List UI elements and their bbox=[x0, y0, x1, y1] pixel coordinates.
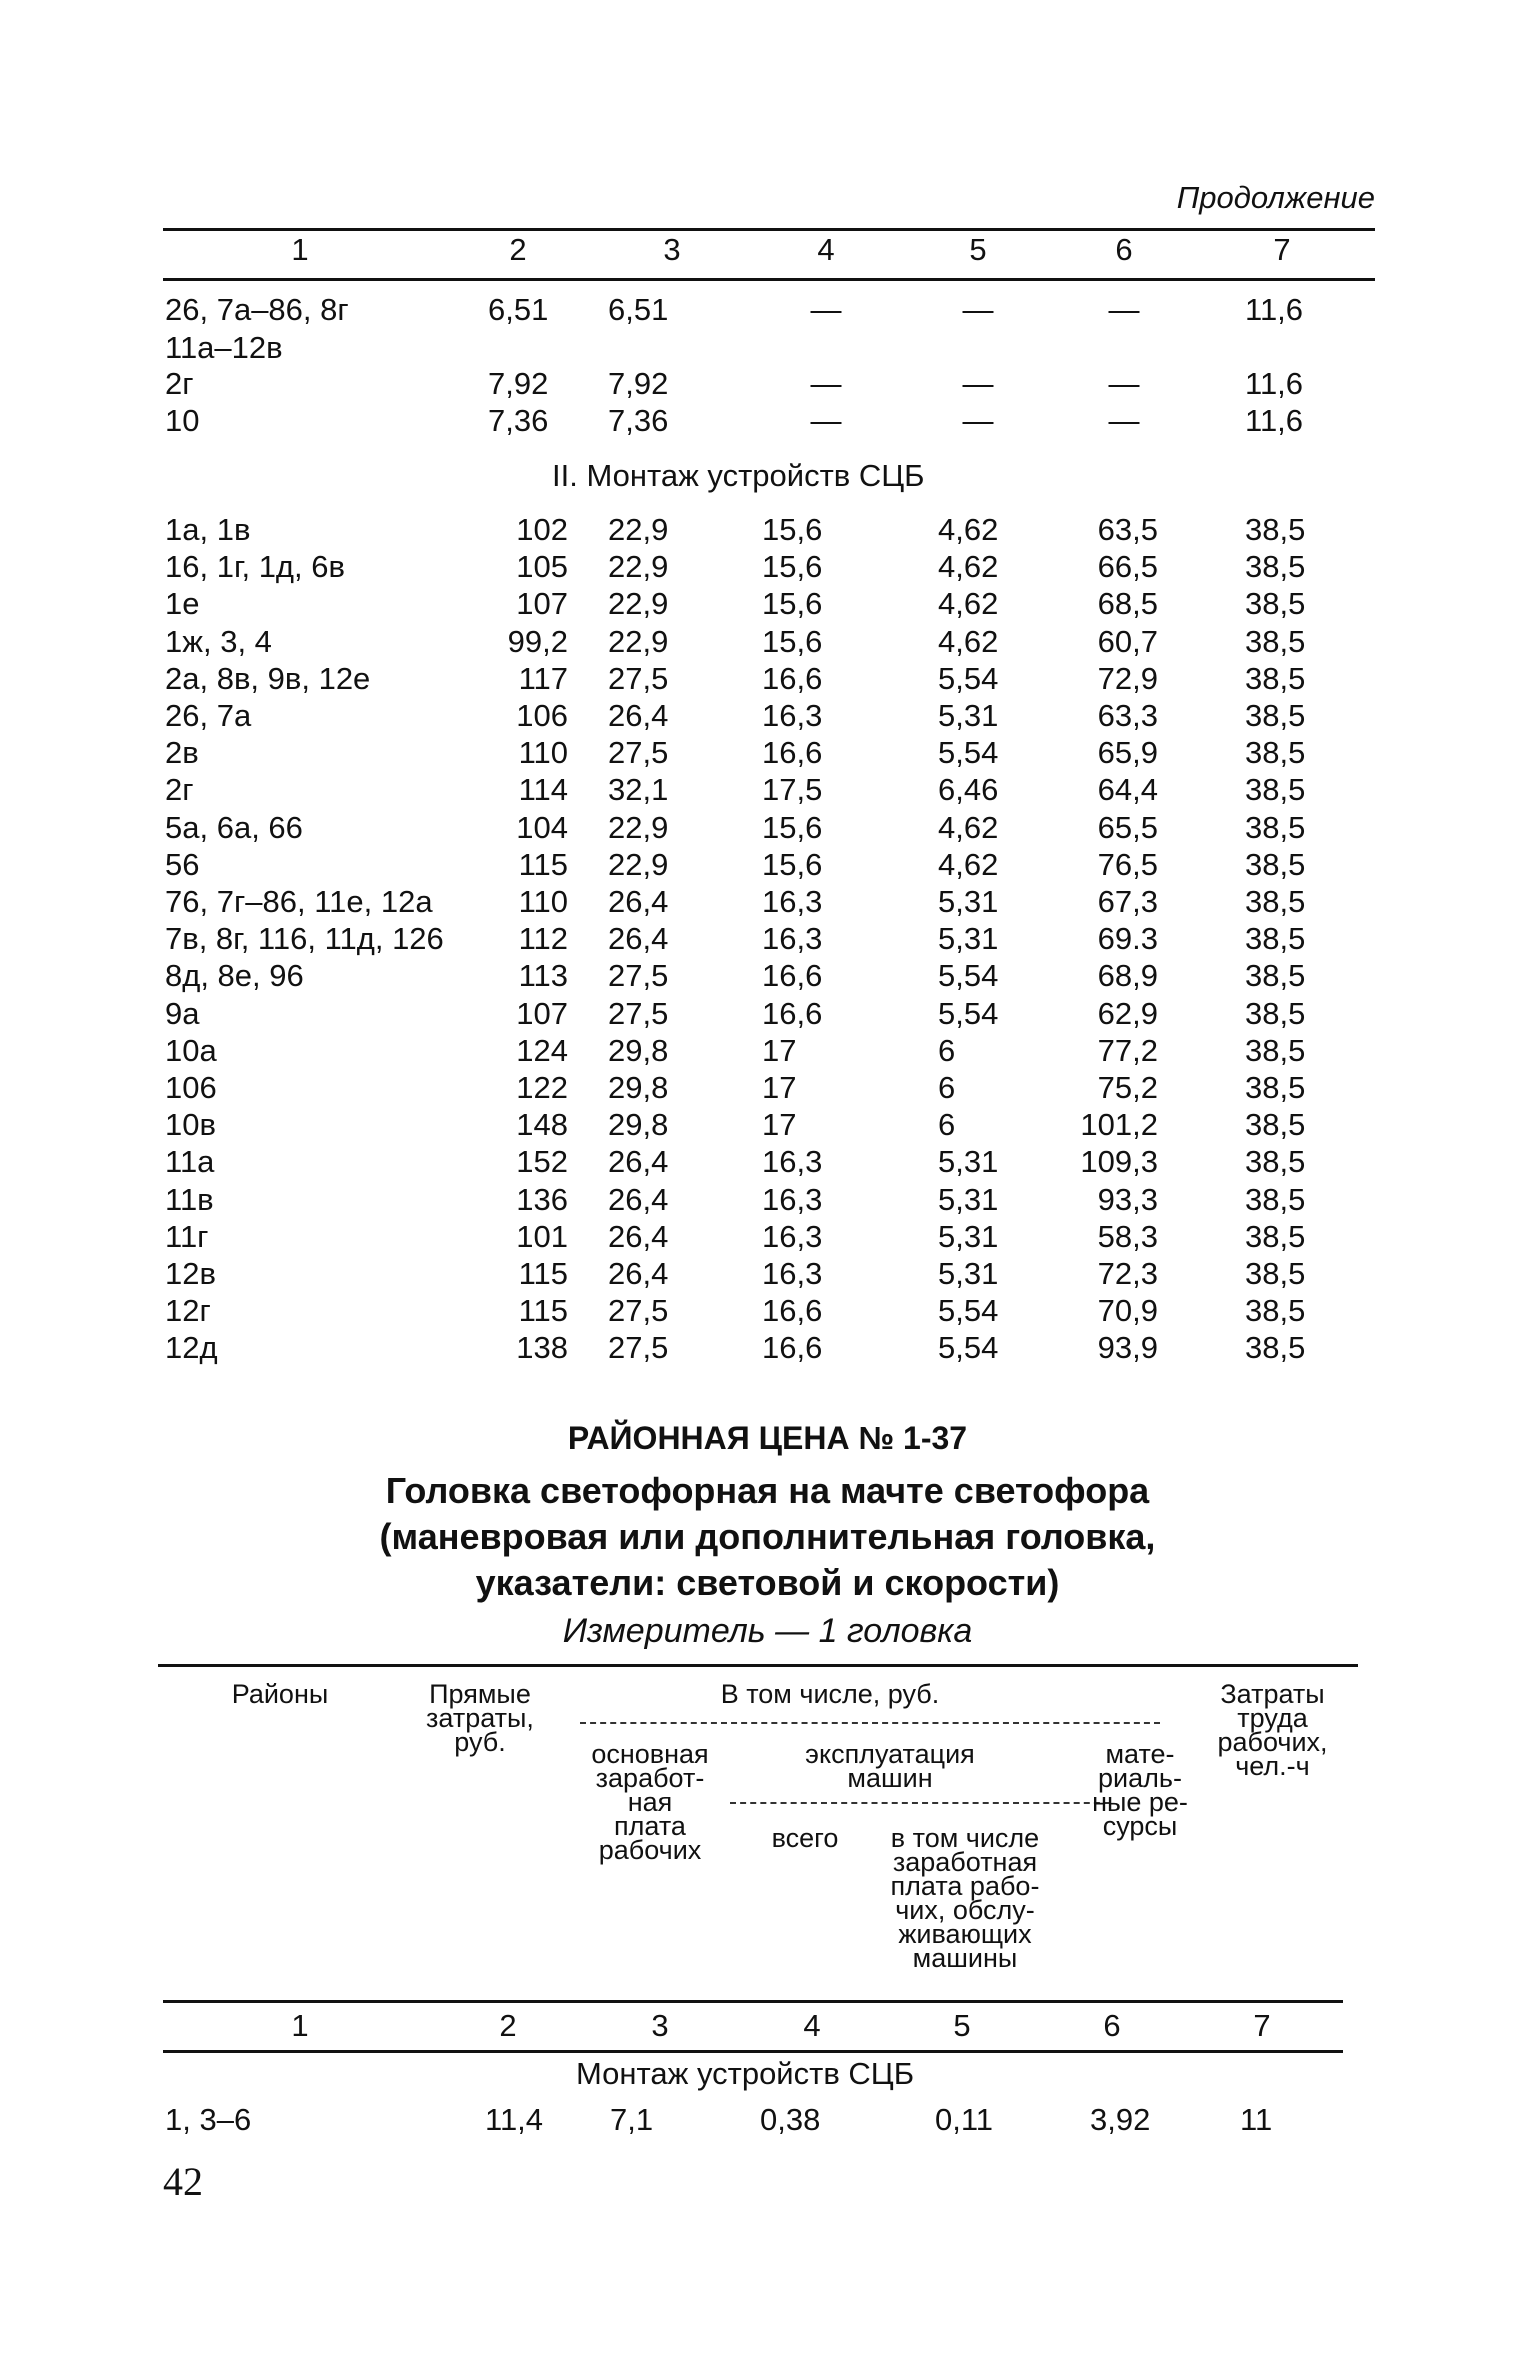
top-cell: 26,4 bbox=[608, 1144, 669, 1179]
top-cell: 16,6 bbox=[762, 996, 823, 1031]
top-cell: 32,1 bbox=[608, 772, 669, 807]
top-row-label: 2г bbox=[165, 366, 194, 401]
bottom-cell: 0,38 bbox=[760, 2102, 821, 2137]
top-col-number: 6 bbox=[1115, 232, 1133, 267]
top-cell: 110 bbox=[518, 735, 568, 770]
top-cell: 22,9 bbox=[608, 586, 669, 621]
bottom-cell: 11,4 bbox=[485, 2102, 544, 2137]
top-cell: 5,31 bbox=[938, 1182, 999, 1217]
header-total: всего bbox=[771, 1823, 839, 1853]
top-cell: 16,3 bbox=[762, 698, 823, 733]
top-row-label: 26, 7а–86, 8г bbox=[165, 292, 349, 327]
top-cell: 16,3 bbox=[762, 1219, 823, 1254]
top-cell: — bbox=[810, 366, 842, 401]
top-cell: 66,5 bbox=[1097, 549, 1158, 584]
top-cell: 26,4 bbox=[608, 1256, 669, 1291]
top-rule bbox=[163, 228, 1375, 231]
bottom-col-number: 7 bbox=[1253, 2008, 1271, 2043]
top-row-label: 56 bbox=[165, 847, 200, 882]
top-cell: 4,62 bbox=[938, 810, 999, 845]
top-cell: 29,8 bbox=[608, 1107, 669, 1142]
top-cell: 27,5 bbox=[608, 1293, 669, 1328]
bottom-col-number: 5 bbox=[953, 2008, 971, 2043]
top-cell: 17 bbox=[762, 1033, 797, 1068]
top-row-label: 12д bbox=[165, 1330, 218, 1365]
top-cell: — bbox=[1108, 292, 1140, 327]
top-cell: 38,5 bbox=[1245, 1070, 1306, 1105]
top-cell: 38,5 bbox=[1245, 884, 1306, 919]
top-row-label: 2г bbox=[165, 772, 194, 807]
top-row-label: 76, 7г–86, 11е, 12а bbox=[165, 884, 433, 919]
header-incl-salary-line: заработная bbox=[892, 1847, 1038, 1877]
header-materials bbox=[1075, 1739, 1205, 1841]
top-cell: 5,54 bbox=[938, 958, 999, 993]
header-labor bbox=[1195, 1679, 1350, 1781]
header-dash-machines bbox=[730, 1802, 1110, 1804]
top-cell: 101,2 bbox=[1080, 1107, 1158, 1142]
top-cell: — bbox=[810, 292, 842, 327]
header-incl-salary-line: в том числе bbox=[890, 1823, 1040, 1853]
bottom-col-number: 2 bbox=[499, 2008, 517, 2043]
top-row-label: 11а–12в bbox=[165, 330, 283, 365]
top-cell: 7,92 bbox=[488, 366, 549, 401]
top-colnum-rule bbox=[163, 278, 1375, 281]
header-incl-salary-line: чих, обслу- bbox=[895, 1895, 1035, 1925]
bottom-col-number: 6 bbox=[1103, 2008, 1121, 2043]
header-labor-line: Затраты bbox=[1220, 1679, 1325, 1709]
top-cell: 16,3 bbox=[762, 1144, 823, 1179]
top-cell: 5,31 bbox=[938, 1256, 999, 1291]
top-cell: 5,31 bbox=[938, 921, 999, 956]
top-cell: 38,5 bbox=[1245, 512, 1306, 547]
top-cell: 27,5 bbox=[608, 1330, 669, 1365]
top-cell: 11,6 bbox=[1245, 366, 1304, 401]
top-cell: 38,5 bbox=[1245, 810, 1306, 845]
header-labor-line: рабочих, bbox=[1217, 1727, 1328, 1757]
top-cell: 17 bbox=[762, 1107, 797, 1142]
top-row-label: 1ж, 3, 4 bbox=[165, 624, 272, 659]
page-number: 42 bbox=[163, 2159, 203, 2204]
top-cell: 70,9 bbox=[1097, 1293, 1158, 1328]
top-cell: 5,54 bbox=[938, 1293, 999, 1328]
top-cell: 63,3 bbox=[1097, 698, 1158, 733]
bottom-colnum-rule bbox=[163, 2050, 1343, 2053]
top-cell: 6 bbox=[938, 1033, 956, 1068]
price-title-line-1: Головка светофорная на мачте светофора bbox=[385, 1470, 1150, 1511]
top-col-number: 3 bbox=[663, 232, 681, 267]
top-cell: 16,3 bbox=[762, 1256, 823, 1291]
top-cell: 38,5 bbox=[1245, 1107, 1306, 1142]
top-cell: 7,92 bbox=[608, 366, 669, 401]
header-materials-line: ные ре- bbox=[1092, 1787, 1188, 1817]
header-machine-operation-line: эксплуатация bbox=[805, 1739, 975, 1769]
top-cell: 62,9 bbox=[1097, 996, 1158, 1031]
header-incl-salary-line: машины bbox=[912, 1943, 1018, 1973]
top-cell: 68,5 bbox=[1097, 586, 1158, 621]
top-cell: 38,5 bbox=[1245, 1330, 1306, 1365]
top-cell: 6,46 bbox=[938, 772, 999, 807]
top-cell: 16,6 bbox=[762, 1293, 823, 1328]
top-row-label: 16, 1г, 1д, 6в bbox=[165, 549, 345, 584]
top-cell: 4,62 bbox=[938, 549, 999, 584]
price-title-line-2: (маневровая или дополнительная головка, bbox=[379, 1516, 1156, 1557]
bottom-col-number: 1 bbox=[291, 2008, 309, 2043]
header-labor-line: труда bbox=[1237, 1703, 1308, 1733]
header-incl-salary bbox=[870, 1823, 1060, 1973]
top-cell: 27,5 bbox=[608, 996, 669, 1031]
top-cell: 38,5 bbox=[1245, 661, 1306, 696]
price-heading: РАЙОННАЯ ЦЕНА № 1-37 bbox=[567, 1420, 968, 1456]
top-cell: 38,5 bbox=[1245, 624, 1306, 659]
top-cell: 15,6 bbox=[762, 847, 823, 882]
top-col-number: 7 bbox=[1273, 232, 1291, 267]
top-row-label: 10в bbox=[165, 1107, 216, 1142]
bottom-header-rule bbox=[163, 2000, 1343, 2003]
top-cell: 38,5 bbox=[1245, 1182, 1306, 1217]
top-cell: 29,8 bbox=[608, 1070, 669, 1105]
top-cell: 65,9 bbox=[1097, 735, 1158, 770]
bottom-cell: 11 bbox=[1240, 2102, 1273, 2137]
top-cell: 38,5 bbox=[1245, 1219, 1306, 1254]
top-cell: 102 bbox=[516, 512, 568, 547]
top-cell: 4,62 bbox=[938, 624, 999, 659]
top-row-label: 26, 7а bbox=[165, 698, 252, 733]
top-cell: 69.3 bbox=[1097, 921, 1158, 956]
header-including: В том числе, руб. bbox=[720, 1679, 940, 1709]
top-cell: 115 bbox=[518, 1256, 568, 1291]
top-cell: 5,54 bbox=[938, 735, 999, 770]
header-materials-line: сурсы bbox=[1102, 1811, 1178, 1841]
top-cell: 22,9 bbox=[608, 549, 669, 584]
top-cell: 38,5 bbox=[1245, 958, 1306, 993]
top-cell: 113 bbox=[518, 958, 568, 993]
top-row-label: 12в bbox=[165, 1256, 216, 1291]
top-cell: 7,36 bbox=[608, 403, 669, 438]
top-cell: 138 bbox=[516, 1330, 568, 1365]
top-section-title: II. Монтаж устройств СЦБ bbox=[552, 458, 925, 493]
top-row-label: 12г bbox=[165, 1293, 211, 1328]
top-cell: 114 bbox=[518, 772, 568, 807]
top-row-label: 11г bbox=[165, 1219, 209, 1254]
top-cell: 109,3 bbox=[1080, 1144, 1158, 1179]
top-col-number: 4 bbox=[817, 232, 835, 267]
top-cell: 77,2 bbox=[1097, 1033, 1158, 1068]
top-cell: 16,3 bbox=[762, 921, 823, 956]
top-cell: 38,5 bbox=[1245, 1033, 1306, 1068]
top-cell: 124 bbox=[516, 1033, 568, 1068]
top-cell: 15,6 bbox=[762, 624, 823, 659]
top-cell: 115 bbox=[518, 1293, 568, 1328]
header-machine-operation-line: машин bbox=[847, 1763, 933, 1793]
top-row-label: 2а, 8в, 9в, 12е bbox=[165, 661, 371, 696]
top-row-label: 1е bbox=[165, 586, 200, 621]
bottom-top-rule bbox=[158, 1664, 1358, 1667]
bottom-section-title: Монтаж устройств СЦБ bbox=[576, 2056, 915, 2091]
top-cell: 11,6 bbox=[1245, 292, 1304, 327]
top-cell: 5,54 bbox=[938, 996, 999, 1031]
top-cell: 38,5 bbox=[1245, 586, 1306, 621]
top-cell: 5,31 bbox=[938, 884, 999, 919]
top-cell: 67,3 bbox=[1097, 884, 1158, 919]
header-machine-operation bbox=[760, 1739, 1020, 1793]
top-col-number: 1 bbox=[291, 232, 309, 267]
top-cell: 104 bbox=[516, 810, 568, 845]
top-cell: 4,62 bbox=[938, 512, 999, 547]
header-base-salary-line: основная bbox=[591, 1739, 709, 1769]
top-row-label: 11а bbox=[165, 1144, 215, 1179]
price-title-line-3: указатели: световой и скорости) bbox=[475, 1562, 1060, 1603]
top-row-label: 8д, 8е, 96 bbox=[165, 958, 304, 993]
top-cell: 22,9 bbox=[608, 810, 669, 845]
header-labor-line: чел.-ч bbox=[1235, 1751, 1310, 1781]
top-cell: 11,6 bbox=[1245, 403, 1304, 438]
top-cell: — bbox=[1108, 366, 1140, 401]
top-cell: 38,5 bbox=[1245, 847, 1306, 882]
header-direct-costs-line: руб. bbox=[454, 1727, 506, 1757]
top-cell: 27,5 bbox=[608, 735, 669, 770]
top-cell: 68,9 bbox=[1097, 958, 1158, 993]
bottom-col-number: 4 bbox=[803, 2008, 821, 2043]
top-cell: 4,62 bbox=[938, 586, 999, 621]
top-cell: 6 bbox=[938, 1070, 956, 1105]
top-cell: 15,6 bbox=[762, 586, 823, 621]
top-cell: 110 bbox=[518, 884, 568, 919]
top-cell: 122 bbox=[516, 1070, 568, 1105]
header-base-salary bbox=[570, 1739, 730, 1865]
top-cell: 15,6 bbox=[762, 512, 823, 547]
top-cell: 16,3 bbox=[762, 884, 823, 919]
top-cell: 16,6 bbox=[762, 1330, 823, 1365]
top-row-label: 9а bbox=[165, 996, 200, 1031]
top-cell: 65,5 bbox=[1097, 810, 1158, 845]
top-cell: 93,3 bbox=[1097, 1182, 1158, 1217]
top-cell: 5,54 bbox=[938, 661, 999, 696]
top-cell: 38,5 bbox=[1245, 996, 1306, 1031]
top-row-label: 106 bbox=[165, 1070, 217, 1105]
top-cell: 22,9 bbox=[608, 512, 669, 547]
top-cell: 22,9 bbox=[608, 847, 669, 882]
top-cell: 75,2 bbox=[1097, 1070, 1158, 1105]
header-materials-line: мате- bbox=[1105, 1739, 1175, 1769]
header-direct-costs-line: затраты, bbox=[426, 1703, 534, 1733]
header-incl-salary-line: плата рабо- bbox=[890, 1871, 1040, 1901]
top-row-label: 11в bbox=[165, 1182, 214, 1217]
top-row-label: 2в bbox=[165, 735, 199, 770]
top-cell: 16,6 bbox=[762, 958, 823, 993]
header-base-salary-line: ная bbox=[627, 1787, 673, 1817]
top-cell: 117 bbox=[518, 661, 568, 696]
top-cell: 38,5 bbox=[1245, 549, 1306, 584]
top-cell: 27,5 bbox=[608, 661, 669, 696]
top-cell: 6,51 bbox=[488, 292, 549, 327]
top-cell: — bbox=[962, 366, 994, 401]
top-cell: 38,5 bbox=[1245, 1256, 1306, 1291]
top-cell: 16,6 bbox=[762, 661, 823, 696]
bottom-cell: 0,11 bbox=[935, 2102, 994, 2137]
top-cell: 6,51 bbox=[608, 292, 669, 327]
top-cell: 105 bbox=[516, 549, 568, 584]
bottom-cell: 3,92 bbox=[1090, 2102, 1151, 2137]
top-cell: 22,9 bbox=[608, 624, 669, 659]
top-cell: 112 bbox=[518, 921, 568, 956]
measure-unit: Измеритель — 1 головка bbox=[562, 1612, 973, 1650]
top-cell: 17,5 bbox=[762, 772, 823, 807]
top-cell: 38,5 bbox=[1245, 735, 1306, 770]
top-cell: 16,3 bbox=[762, 1182, 823, 1217]
top-cell: 136 bbox=[516, 1182, 568, 1217]
header-direct-costs-line: Прямые bbox=[429, 1679, 531, 1709]
top-cell: 26,4 bbox=[608, 921, 669, 956]
top-cell: 107 bbox=[516, 586, 568, 621]
top-cell: 5,31 bbox=[938, 1219, 999, 1254]
top-cell: 72,3 bbox=[1097, 1256, 1158, 1291]
top-cell: — bbox=[962, 292, 994, 327]
header-base-salary-line: рабочих bbox=[598, 1835, 702, 1865]
top-cell: 63,5 bbox=[1097, 512, 1158, 547]
top-row-label: 10а bbox=[165, 1033, 217, 1068]
header-materials-line: риаль- bbox=[1098, 1763, 1182, 1793]
top-cell: — bbox=[962, 403, 994, 438]
top-col-number: 5 bbox=[969, 232, 987, 267]
header-regions: Районы bbox=[231, 1679, 329, 1709]
top-cell: 38,5 bbox=[1245, 1144, 1306, 1179]
top-cell: — bbox=[1108, 403, 1140, 438]
top-cell: 107 bbox=[516, 996, 568, 1031]
top-row-label: 10 bbox=[165, 403, 200, 438]
top-cell: 101 bbox=[516, 1219, 568, 1254]
top-cell: 26,4 bbox=[608, 1182, 669, 1217]
top-cell: 38,5 bbox=[1245, 921, 1306, 956]
top-cell: 64,4 bbox=[1097, 772, 1158, 807]
top-cell: 27,5 bbox=[608, 958, 669, 993]
top-cell: 26,4 bbox=[608, 1219, 669, 1254]
top-cell: 60,7 bbox=[1097, 624, 1158, 659]
top-cell: 106 bbox=[516, 698, 568, 733]
top-cell: 17 bbox=[762, 1070, 797, 1105]
top-cell: 38,5 bbox=[1245, 772, 1306, 807]
top-cell: 38,5 bbox=[1245, 1293, 1306, 1328]
top-cell: 148 bbox=[516, 1107, 568, 1142]
top-cell: 93,9 bbox=[1097, 1330, 1158, 1365]
top-cell: 38,5 bbox=[1245, 698, 1306, 733]
top-cell: 29,8 bbox=[608, 1033, 669, 1068]
top-cell: 15,6 bbox=[762, 810, 823, 845]
top-cell: 7,36 bbox=[488, 403, 549, 438]
bottom-row-label: 1, 3–6 bbox=[165, 2102, 252, 2137]
top-cell: 26,4 bbox=[608, 698, 669, 733]
bottom-cell: 7,1 bbox=[610, 2102, 654, 2137]
top-row-label: 1а, 1в bbox=[165, 512, 251, 547]
top-cell: 99,2 bbox=[507, 624, 568, 659]
top-row-label: 7в, 8г, 116, 11д, 126 bbox=[165, 921, 444, 956]
top-col-number: 2 bbox=[509, 232, 527, 267]
top-cell: 115 bbox=[518, 847, 568, 882]
top-cell: 76,5 bbox=[1097, 847, 1158, 882]
top-cell: 4,62 bbox=[938, 847, 999, 882]
top-cell: 5,31 bbox=[938, 698, 999, 733]
top-row-label: 5а, 6а, 66 bbox=[165, 810, 303, 845]
continuation-label: Продолжение bbox=[1176, 180, 1375, 215]
top-cell: 152 bbox=[516, 1144, 568, 1179]
header-incl-salary-line: живающих bbox=[898, 1919, 1032, 1949]
top-cell: — bbox=[810, 403, 842, 438]
top-cell: 16,6 bbox=[762, 735, 823, 770]
bottom-col-number: 3 bbox=[651, 2008, 669, 2043]
header-base-salary-line: заработ- bbox=[595, 1763, 705, 1793]
top-cell: 6 bbox=[938, 1107, 956, 1142]
header-base-salary-line: плата bbox=[614, 1811, 686, 1841]
top-cell: 26,4 bbox=[608, 884, 669, 919]
top-cell: 15,6 bbox=[762, 549, 823, 584]
top-cell: 72,9 bbox=[1097, 661, 1158, 696]
top-cell: 5,54 bbox=[938, 1330, 999, 1365]
top-cell: 58,3 bbox=[1097, 1219, 1158, 1254]
top-cell: 5,31 bbox=[938, 1144, 999, 1179]
header-dash-including bbox=[580, 1722, 1160, 1724]
header-direct-costs bbox=[405, 1679, 555, 1757]
